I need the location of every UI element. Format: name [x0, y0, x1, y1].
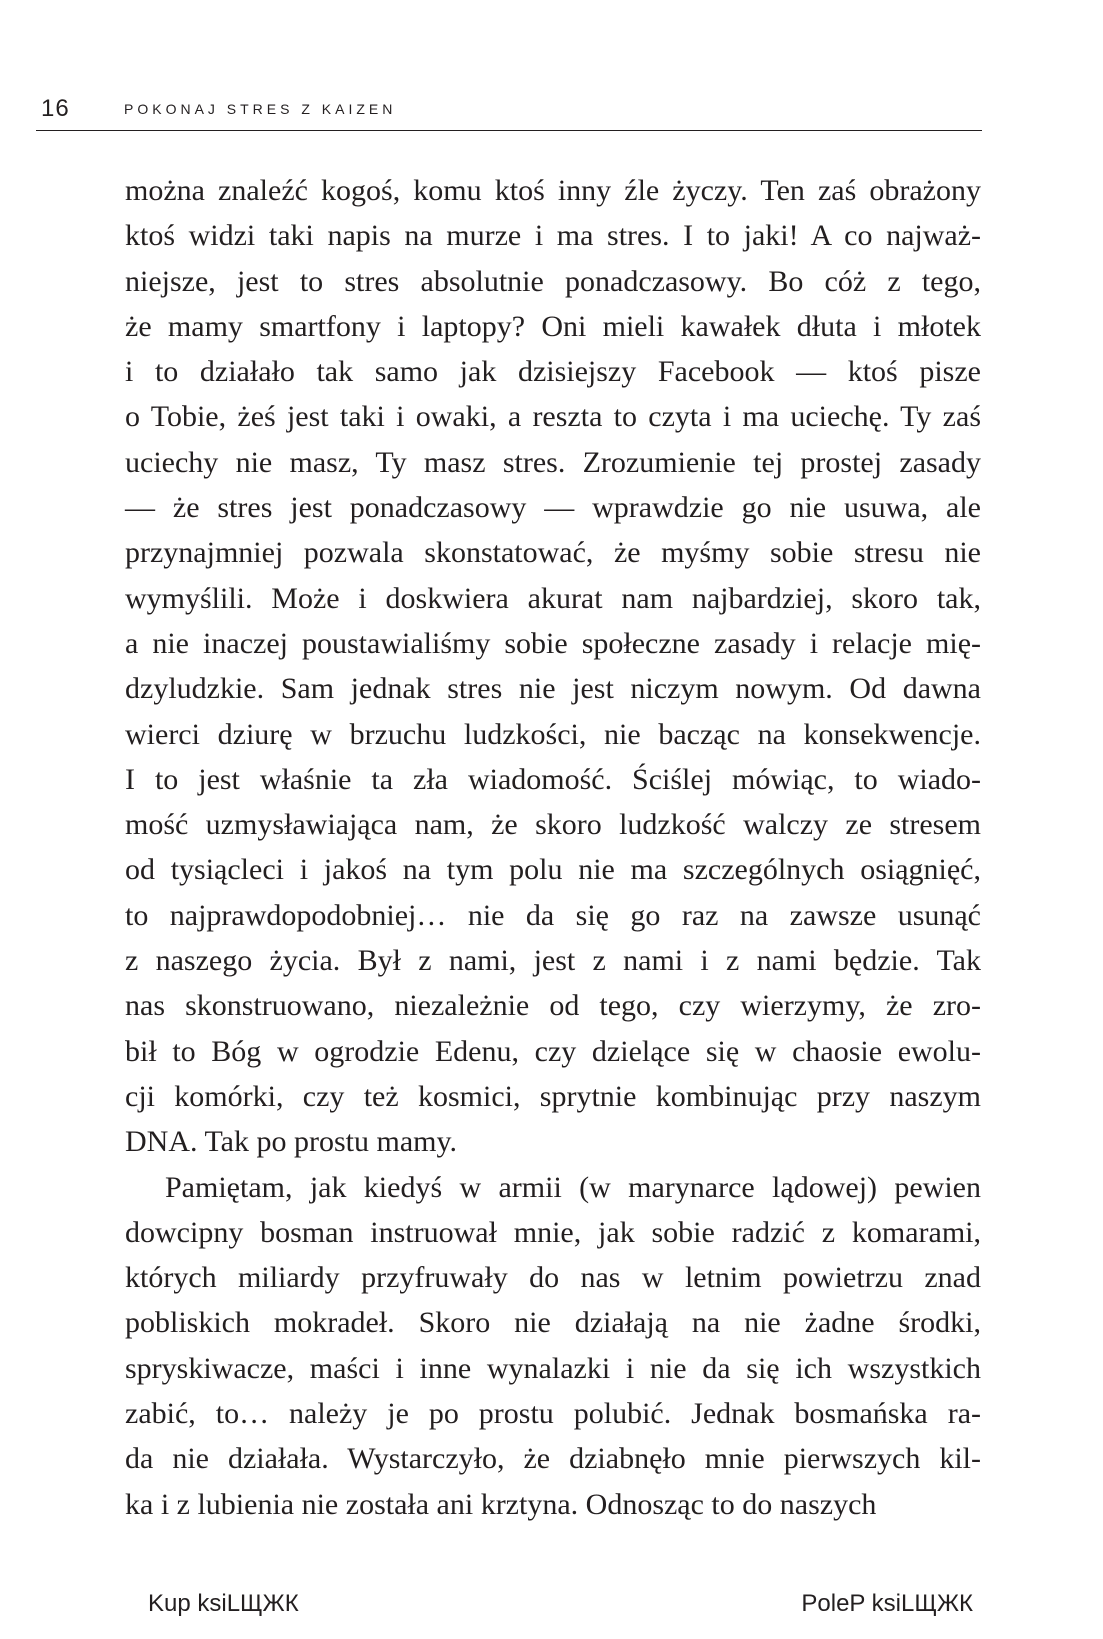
text-line: których miliardy przyfruwały do nas w letnim powietrzu znad [125, 1261, 981, 1295]
recommend-book-link[interactable]: PoleP ksiLЩЖК [801, 1590, 973, 1617]
text-line: — że stres jest ponadczasowy — wprawdzie go nie usuwa, ale [125, 491, 981, 525]
text-line: i to działało tak samo jak dzisiejszy Facebook — ktoś pisze [125, 355, 981, 389]
text-line: to najprawdopodobniej… nie da się go raz na zawsze usunąć [125, 898, 981, 932]
text-line: od tysiącleci i jakoś na tym polu nie ma szczególnych osiągnięć, [125, 853, 981, 887]
paragraph [125, 1165, 981, 1527]
text-line: z naszego życia. Był z nami, jest z nami i z nami będzie. Tak [125, 944, 981, 978]
text-line: DNA. Tak po prostu mamy. [125, 1125, 458, 1159]
text-line: niejsze, jest to stres absolutnie ponadczasowy. Bo cóż z tego, [125, 264, 981, 298]
text-line: ktoś widzi taki napis na murze i ma stres. I to jaki! A co najważ- [125, 219, 981, 253]
running-head [36, 90, 982, 131]
text-line: I to jest właśnie ta zła wiadomość. Ściślej mówiąc, to wiado- [125, 762, 981, 796]
text-line: dowcipny bosman instruował mnie, jak sobie radzić z komarami, [125, 1215, 981, 1249]
text-line: wymyślili. Może i doskwiera akurat nam najbardziej, skoro tak, [125, 581, 981, 615]
text-line: bił to Bóg w ogrodzie Edenu, czy dzielące się w chaosie ewolu- [125, 1034, 981, 1068]
text-line: a nie inaczej poustawialiśmy sobie społeczne zasady i relacje mię- [125, 626, 981, 660]
book-title: POKONAJ STRES Z KAIZEN [124, 101, 397, 117]
text-line: cji komórki, czy też kosmici, sprytnie kombinując przy naszym [125, 1079, 981, 1113]
buy-book-link[interactable]: Kup ksiLЩЖК [148, 1590, 299, 1617]
text-line: pobliskich mokradeł. Skoro nie działają na nie żadne środki, [125, 1306, 981, 1340]
text-line: ka i z lubienia nie została ani krztyna. Odnosząc to do naszych [125, 1487, 877, 1521]
text-line: że mamy smartfony i laptopy? Oni mieli kawałek dłuta i młotek [125, 309, 981, 343]
text-line: wierci dziurę w brzuchu ludzkości, nie bacząc na konsekwencje. [125, 717, 981, 751]
text-line: można znaleźć kogoś, komu ktoś inny źle życzy. Ten zaś obrażony [125, 174, 981, 207]
text-line: Pamiętam, jak kiedyś w armii (w marynarce lądowej) pewien [165, 1170, 981, 1204]
body-text [125, 168, 981, 1527]
text-line: uciechy nie masz, Ty masz stres. Zrozumienie tej prostej zasady [125, 445, 981, 479]
text-line: nas skonstruowano, niezależnie od tego, czy wierzymy, że zro- [125, 989, 981, 1023]
text-line: przynajmniej pozwala skonstatować, że myśmy sobie stresu nie [125, 536, 981, 570]
text-line: spryskiwacze, maści i inne wynalazki i nie da się ich wszystkich [125, 1351, 981, 1385]
text-line: o Tobie, żeś jest taki i owaki, a reszta to czyta i ma uciechę. Ty zaś [125, 400, 981, 434]
paragraph [125, 168, 981, 1165]
page-number: 16 [41, 95, 70, 122]
text-line: mość uzmysławiająca nam, że skoro ludzkość walczy ze stresem [125, 808, 981, 842]
text-line: zabić, to… należy je po prostu polubić. Jednak bosmańska ra- [125, 1397, 981, 1431]
text-line: da nie działała. Wystarczyło, że dziabnęło mnie pierwszych kil- [125, 1442, 981, 1476]
text-line: dzyludzkie. Sam jednak stres nie jest niczym nowym. Od dawna [125, 672, 981, 706]
